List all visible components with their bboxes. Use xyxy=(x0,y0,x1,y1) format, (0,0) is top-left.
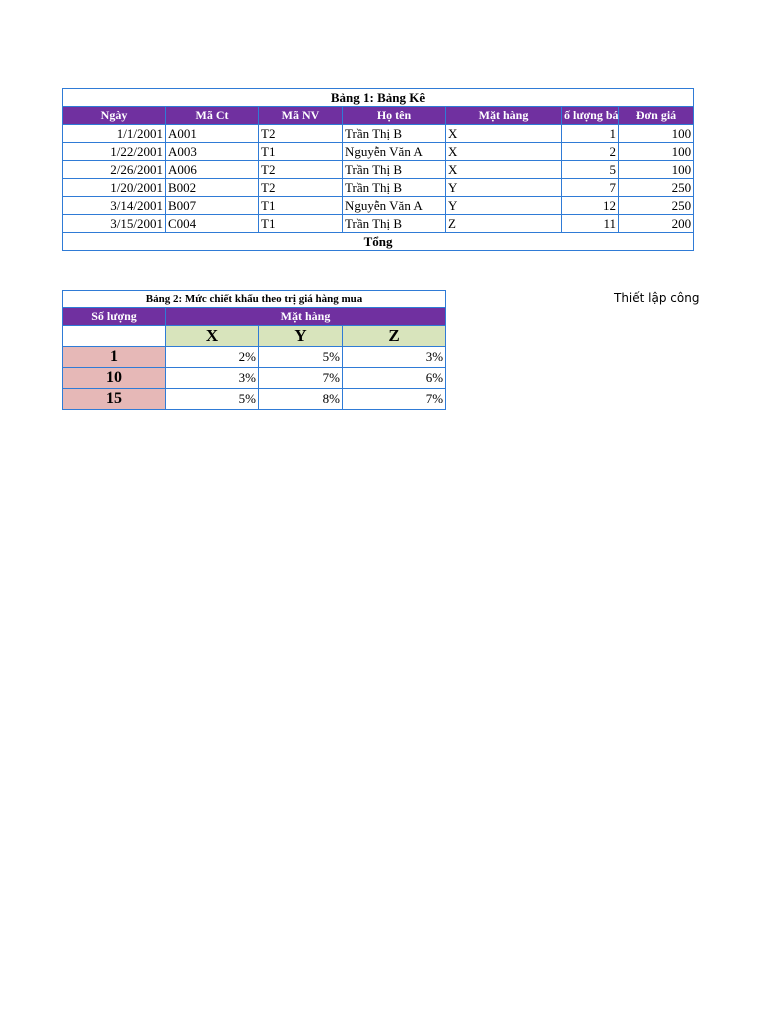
table-row xyxy=(63,389,446,410)
quantity-level[interactable]: 1 xyxy=(63,347,166,368)
cell-ho-ten[interactable]: Nguyễn Văn A xyxy=(343,197,446,215)
total-row-label[interactable]: Tổng xyxy=(63,233,694,251)
header-ngay[interactable]: Ngày xyxy=(63,107,166,125)
cell-ma-ct[interactable]: B002 xyxy=(166,179,259,197)
table-bang-ke xyxy=(62,88,694,251)
discount-x[interactable]: 3% xyxy=(166,368,259,389)
cell-ma-nv[interactable]: T1 xyxy=(259,215,343,233)
item-header-z[interactable]: Z xyxy=(343,326,446,347)
table-row xyxy=(63,143,694,161)
table-row xyxy=(63,368,446,389)
cell-mat-hang[interactable]: X xyxy=(446,125,562,143)
table2-title: Bảng 2: Mức chiết khấu theo trị giá hàng mua xyxy=(63,291,446,308)
cell-ma-nv[interactable]: T1 xyxy=(259,197,343,215)
header-ho-ten[interactable]: Họ tên xyxy=(343,107,446,125)
table-row xyxy=(63,125,694,143)
cell-don-gia[interactable]: 250 xyxy=(619,197,694,215)
cell-ma-ct[interactable]: C004 xyxy=(166,215,259,233)
cell-so-luong[interactable]: 7 xyxy=(562,179,619,197)
cell-ma-ct[interactable]: A006 xyxy=(166,161,259,179)
cell-don-gia[interactable]: 100 xyxy=(619,125,694,143)
note-text: Thiết lập công xyxy=(614,291,700,305)
cell-ma-ct[interactable]: A003 xyxy=(166,143,259,161)
discount-y[interactable]: 5% xyxy=(259,347,343,368)
cell-so-luong[interactable]: 1 xyxy=(562,125,619,143)
discount-z[interactable]: 6% xyxy=(343,368,446,389)
header-so-luong[interactable]: Số lượng xyxy=(63,308,166,326)
cell-so-luong[interactable]: 2 xyxy=(562,143,619,161)
cell-ma-nv[interactable]: T2 xyxy=(259,179,343,197)
discount-x[interactable]: 5% xyxy=(166,389,259,410)
cell-mat-hang[interactable]: X xyxy=(446,161,562,179)
cell-mat-hang[interactable]: Y xyxy=(446,197,562,215)
header-don-gia[interactable]: Đơn giá xyxy=(619,107,694,125)
cell-ma-nv[interactable]: T1 xyxy=(259,143,343,161)
quantity-level[interactable]: 10 xyxy=(63,368,166,389)
cell-mat-hang[interactable]: Z xyxy=(446,215,562,233)
cell-mat-hang[interactable]: Y xyxy=(446,179,562,197)
header-ma-nv[interactable]: Mã NV xyxy=(259,107,343,125)
cell-so-luong[interactable]: 12 xyxy=(562,197,619,215)
table-row xyxy=(63,179,694,197)
discount-x[interactable]: 2% xyxy=(166,347,259,368)
table-row xyxy=(63,347,446,368)
empty-cell[interactable] xyxy=(63,326,166,347)
cell-ho-ten[interactable]: Trần Thị B xyxy=(343,125,446,143)
cell-ho-ten[interactable]: Nguyễn Văn A xyxy=(343,143,446,161)
cell-ngay[interactable]: 1/1/2001 xyxy=(63,125,166,143)
header-so-luong[interactable]: ố lượng bá xyxy=(562,107,619,125)
cell-ngay[interactable]: 2/26/2001 xyxy=(63,161,166,179)
cell-so-luong[interactable]: 11 xyxy=(562,215,619,233)
cell-don-gia[interactable]: 100 xyxy=(619,143,694,161)
header-mat-hang[interactable]: Mặt hàng xyxy=(446,107,562,125)
cell-don-gia[interactable]: 250 xyxy=(619,179,694,197)
table1-title: Bảng 1: Bảng Kê xyxy=(63,89,694,107)
cell-so-luong[interactable]: 5 xyxy=(562,161,619,179)
cell-ngay[interactable]: 3/15/2001 xyxy=(63,215,166,233)
cell-don-gia[interactable]: 100 xyxy=(619,161,694,179)
cell-mat-hang[interactable]: X xyxy=(446,143,562,161)
item-header-x[interactable]: X xyxy=(166,326,259,347)
cell-ma-ct[interactable]: B007 xyxy=(166,197,259,215)
cell-ma-ct[interactable]: A001 xyxy=(166,125,259,143)
item-header-y[interactable]: Y xyxy=(259,326,343,347)
cell-ngay[interactable]: 3/14/2001 xyxy=(63,197,166,215)
table-row xyxy=(63,161,694,179)
cell-ngay[interactable]: 1/22/2001 xyxy=(63,143,166,161)
discount-z[interactable]: 3% xyxy=(343,347,446,368)
quantity-level[interactable]: 15 xyxy=(63,389,166,410)
table-muc-chiet-khau xyxy=(62,290,446,410)
discount-y[interactable]: 8% xyxy=(259,389,343,410)
cell-don-gia[interactable]: 200 xyxy=(619,215,694,233)
discount-z[interactable]: 7% xyxy=(343,389,446,410)
discount-y[interactable]: 7% xyxy=(259,368,343,389)
table-row xyxy=(63,197,694,215)
cell-ma-nv[interactable]: T2 xyxy=(259,125,343,143)
header-ma-ct[interactable]: Mã Ct xyxy=(166,107,259,125)
cell-ho-ten[interactable]: Trần Thị B xyxy=(343,161,446,179)
cell-ma-nv[interactable]: T2 xyxy=(259,161,343,179)
cell-ho-ten[interactable]: Trần Thị B xyxy=(343,215,446,233)
cell-ngay[interactable]: 1/20/2001 xyxy=(63,179,166,197)
cell-ho-ten[interactable]: Trần Thị B xyxy=(343,179,446,197)
table-row xyxy=(63,215,694,233)
header-mat-hang[interactable]: Mặt hàng xyxy=(166,308,446,326)
